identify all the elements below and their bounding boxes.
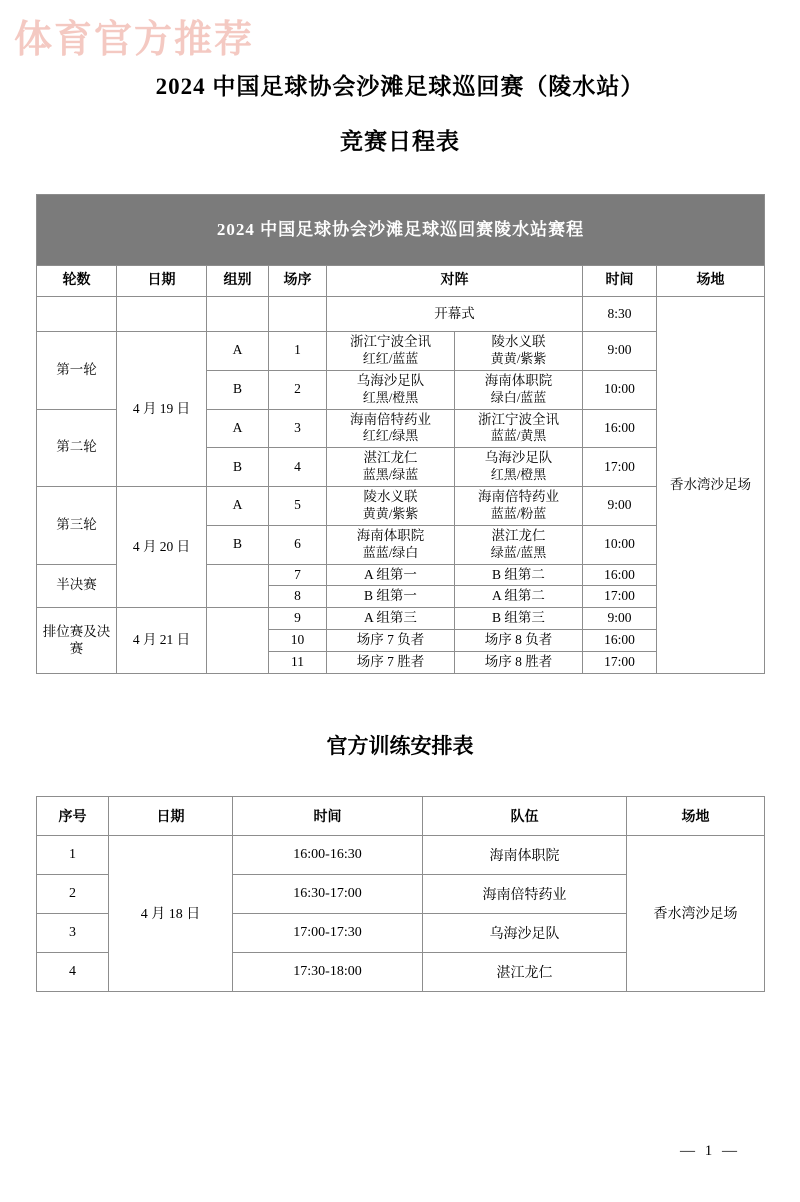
team-away-kit: 黄黄/紫紫 — [490, 350, 547, 366]
cell-date-empty — [117, 297, 207, 332]
team-away-name: 浙江宁波全讯 — [478, 411, 559, 427]
cell-time: 9:00 — [583, 608, 657, 630]
cell-order: 1 — [269, 332, 327, 371]
cell-order: 5 — [269, 487, 327, 526]
header-date: 日期 — [109, 796, 233, 835]
cell-date: 4 月 20 日 — [117, 487, 207, 608]
cell-team-away: B 组第二 — [455, 564, 583, 586]
cell-team-away: 场序 8 负者 — [455, 630, 583, 652]
cell-group: A — [207, 332, 269, 371]
page-number: — 1 — — [680, 1143, 740, 1159]
cell-team-away: B 组第三 — [455, 608, 583, 630]
team-home-kit: 红黑/橙黑 — [362, 389, 419, 405]
table-row — [37, 835, 765, 874]
training-title: 官方训练安排表 — [326, 733, 474, 758]
cell-order: 8 — [269, 586, 327, 608]
cell-order: 11 — [269, 652, 327, 674]
cell-team-away: 场序 8 胜者 — [455, 652, 583, 674]
team-home-name: 陵水义联 — [363, 489, 418, 504]
header-venue: 场地 — [627, 796, 765, 835]
cell-group-empty — [207, 564, 269, 608]
team-away-kit: 红黑/橙黑 — [490, 467, 547, 483]
team-away-name: 海南体职院 — [484, 372, 553, 388]
table-banner-row — [37, 195, 765, 266]
team-away-kit: 蓝蓝/黄黑 — [490, 428, 547, 444]
cell-order: 10 — [269, 630, 327, 652]
header-team: 队伍 — [423, 796, 627, 835]
cell-team: 海南体职院 — [423, 835, 627, 874]
cell-team: 乌海沙足队 — [423, 913, 627, 952]
cell-time: 17:30-18:00 — [233, 952, 423, 991]
cell-time: 16:30-17:00 — [233, 874, 423, 913]
team-home-name: 海南倍特药业 — [350, 411, 431, 427]
cell-team-away — [455, 448, 583, 487]
cell-team: 海南倍特药业 — [423, 874, 627, 913]
team-home-kit: 红红/蓝蓝 — [362, 350, 419, 366]
cell-group-empty — [207, 608, 269, 674]
cell-order: 3 — [269, 409, 327, 448]
cell-team-home: B 组第一 — [327, 586, 455, 608]
header-round: 轮数 — [37, 266, 117, 297]
cell-time: 16:00 — [583, 630, 657, 652]
page-title-line-1: 2024 中国足球协会沙滩足球巡回赛（陵水站） — [155, 74, 645, 99]
cell-date: 4 月 21 日 — [117, 608, 207, 674]
cell-round: 半决赛 — [37, 564, 117, 608]
cell-group: A — [207, 409, 269, 448]
header-venue: 场地 — [657, 266, 765, 297]
cell-round: 第三轮 — [37, 487, 117, 565]
team-home-kit: 黄黄/紫紫 — [362, 505, 419, 521]
team-home-kit: 红红/绿黑 — [362, 428, 419, 444]
header-no: 序号 — [37, 796, 109, 835]
team-home-name: 海南体职院 — [356, 527, 425, 543]
cell-venue: 香水湾沙足场 — [627, 835, 765, 991]
cell-time: 17:00 — [583, 652, 657, 674]
cell-round-empty — [37, 297, 117, 332]
cell-opening-ceremony: 开幕式 — [327, 297, 583, 332]
cell-team-home — [327, 487, 455, 526]
cell-round: 第一轮 — [37, 332, 117, 410]
cell-group: A — [207, 487, 269, 526]
cell-venue: 香水湾沙足场 — [657, 297, 765, 674]
header-matchup: 对阵 — [327, 266, 583, 297]
header-group: 组别 — [207, 266, 269, 297]
cell-order: 4 — [269, 448, 327, 487]
competition-schedule-table — [36, 194, 765, 674]
cell-time: 9:00 — [583, 332, 657, 371]
cell-time: 10:00 — [583, 370, 657, 409]
cell-date: 4 月 18 日 — [109, 835, 233, 991]
cell-group-empty — [207, 297, 269, 332]
team-home-name: 湛江龙仁 — [363, 450, 418, 466]
cell-team-home: 场序 7 胜者 — [327, 652, 455, 674]
cell-time: 16:00 — [583, 564, 657, 586]
cell-team-home — [327, 525, 455, 564]
team-away-kit: 绿白/蓝蓝 — [490, 389, 547, 405]
cell-order-empty — [269, 297, 327, 332]
watermark-text: 体育官方推荐 — [14, 19, 255, 61]
cell-team-away — [455, 525, 583, 564]
cell-team-away — [455, 487, 583, 526]
cell-time: 9:00 — [583, 487, 657, 526]
cell-order: 2 — [269, 370, 327, 409]
cell-no: 1 — [37, 835, 109, 874]
cell-team-home — [327, 448, 455, 487]
table-row — [37, 487, 765, 526]
cell-round: 第二轮 — [37, 409, 117, 487]
cell-team-home: A 组第一 — [327, 564, 455, 586]
cell-time: 17:00 — [583, 586, 657, 608]
cell-time: 17:00 — [583, 448, 657, 487]
header-time: 时间 — [233, 796, 423, 835]
cell-team-away: A 组第二 — [455, 586, 583, 608]
cell-no: 4 — [37, 952, 109, 991]
cell-team-home — [327, 409, 455, 448]
training-schedule-table — [36, 796, 765, 992]
cell-group: B — [207, 370, 269, 409]
team-away-name: 陵水义联 — [491, 334, 546, 349]
team-away-name: 海南倍特药业 — [478, 489, 559, 504]
team-away-kit: 蓝蓝/粉蓝 — [490, 505, 547, 521]
cell-group: B — [207, 448, 269, 487]
team-home-kit: 蓝黑/绿蓝 — [362, 467, 419, 483]
cell-no: 2 — [37, 874, 109, 913]
table-row — [37, 608, 765, 630]
page-title-line-2: 竞赛日程表 — [340, 129, 460, 154]
cell-team-away — [455, 332, 583, 371]
cell-team-home — [327, 370, 455, 409]
cell-team-away — [455, 409, 583, 448]
cell-time: 16:00 — [583, 409, 657, 448]
team-away-name: 湛江龙仁 — [491, 527, 546, 543]
cell-order: 7 — [269, 564, 327, 586]
team-home-name: 乌海沙足队 — [356, 372, 425, 388]
cell-no: 3 — [37, 913, 109, 952]
training-header-row — [37, 796, 765, 835]
cell-order: 9 — [269, 608, 327, 630]
cell-group: B — [207, 525, 269, 564]
cell-time: 16:00-16:30 — [233, 835, 423, 874]
cell-team-home — [327, 332, 455, 371]
cell-date: 4 月 19 日 — [117, 332, 207, 487]
schedule-banner: 2024 中国足球协会沙滩足球巡回赛陵水站赛程 — [37, 195, 765, 266]
team-away-name: 乌海沙足队 — [484, 450, 553, 466]
team-home-name: 浙江宁波全讯 — [350, 334, 431, 349]
cell-team-home: 场序 7 负者 — [327, 630, 455, 652]
header-order: 场序 — [269, 266, 327, 297]
cell-team-away — [455, 370, 583, 409]
team-away-kit: 绿蓝/蓝黑 — [490, 544, 547, 560]
team-home-kit: 蓝蓝/绿白 — [362, 544, 419, 560]
table-row — [37, 297, 765, 332]
cell-order: 6 — [269, 525, 327, 564]
header-time: 时间 — [583, 266, 657, 297]
cell-time: 10:00 — [583, 525, 657, 564]
schedule-header-row — [37, 266, 765, 297]
table-row — [37, 332, 765, 371]
cell-time: 17:00-17:30 — [233, 913, 423, 952]
cell-team-home: A 组第三 — [327, 608, 455, 630]
header-date: 日期 — [117, 266, 207, 297]
cell-round: 排位赛及决赛 — [37, 608, 117, 674]
cell-team: 湛江龙仁 — [423, 952, 627, 991]
cell-time: 8:30 — [583, 297, 657, 332]
